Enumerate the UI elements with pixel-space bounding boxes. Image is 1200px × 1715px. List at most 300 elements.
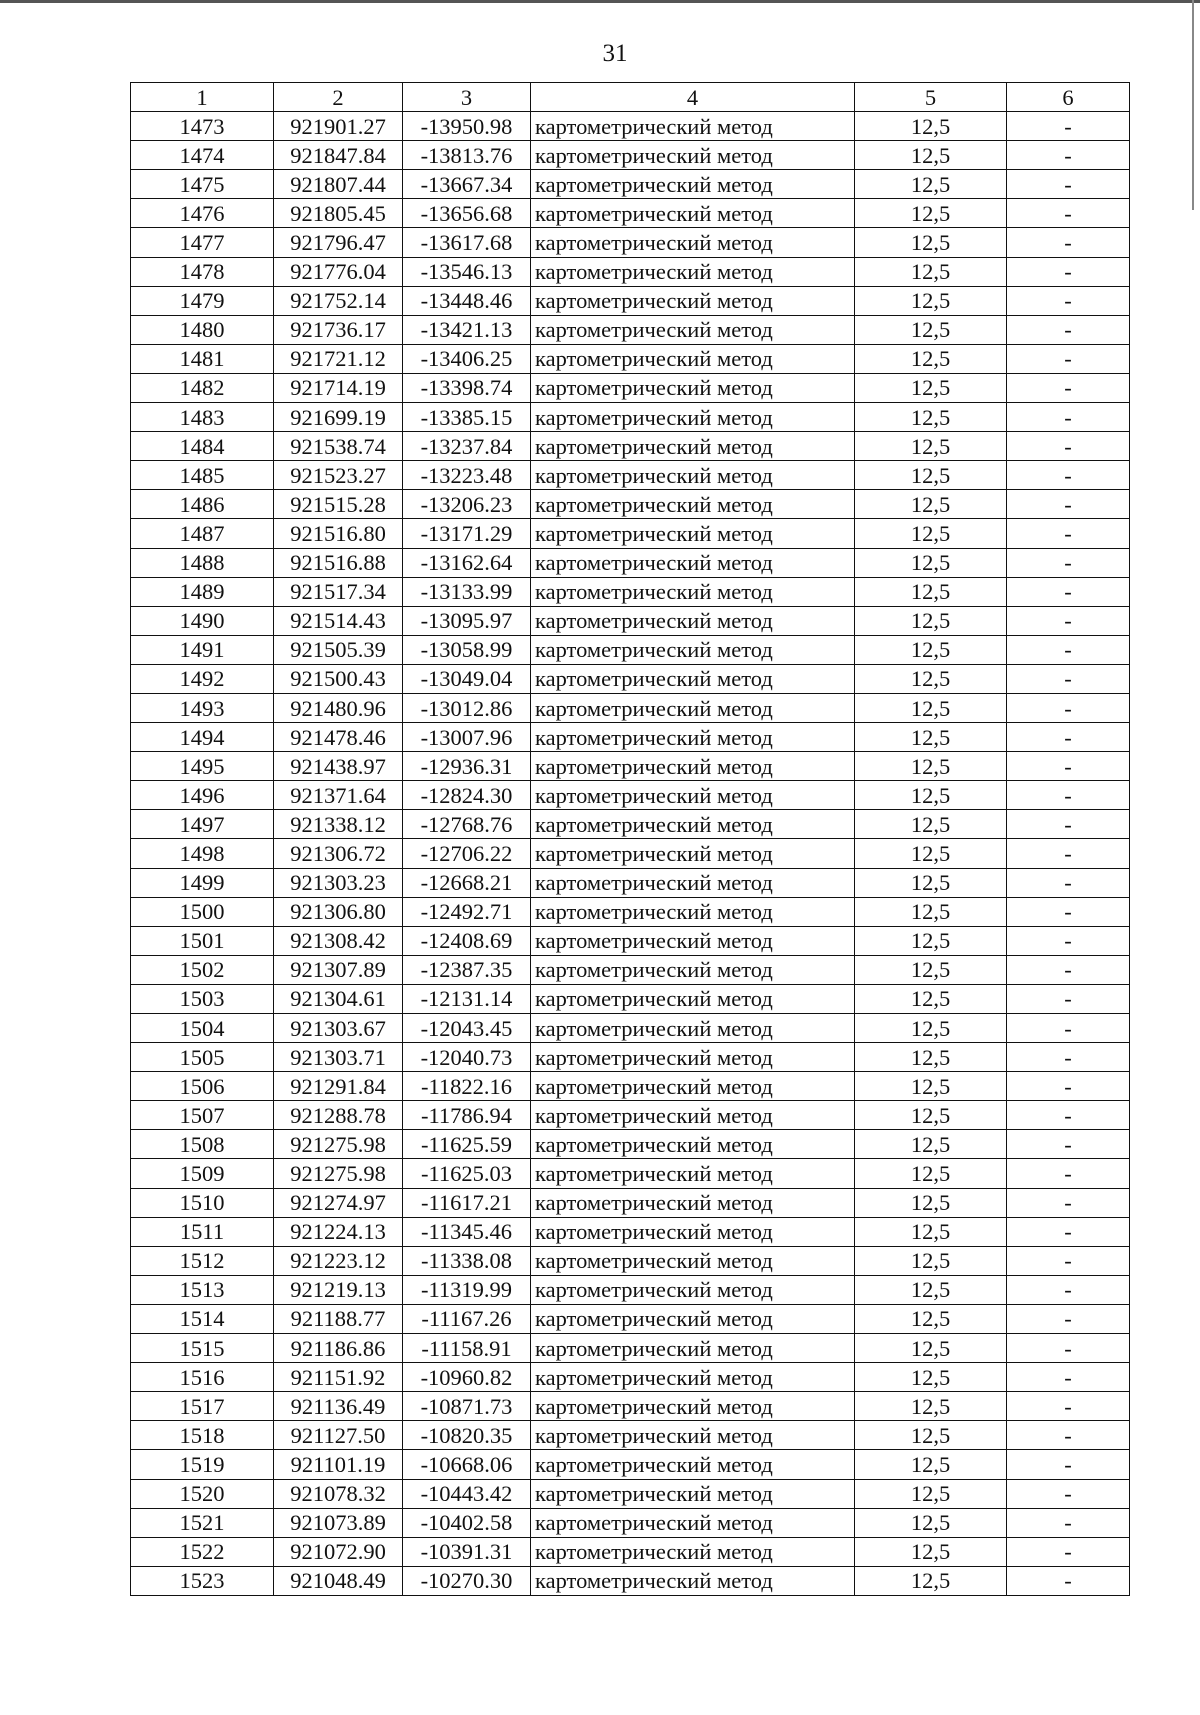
y-coordinate-cell: -10668.06 <box>403 1450 531 1479</box>
accuracy-cell: 12,5 <box>855 839 1007 868</box>
note-cell: - <box>1007 606 1130 635</box>
accuracy-cell: 12,5 <box>855 1014 1007 1043</box>
table-row <box>131 868 1130 897</box>
method-cell: картометрический метод <box>531 984 855 1013</box>
method-cell: картометрический метод <box>531 170 855 199</box>
note-cell: - <box>1007 432 1130 461</box>
method-cell: картометрический метод <box>531 606 855 635</box>
x-coordinate-cell: 921078.32 <box>274 1479 403 1508</box>
method-cell: картометрический метод <box>531 577 855 606</box>
x-coordinate-cell: 921776.04 <box>274 257 403 286</box>
note-cell: - <box>1007 1334 1130 1363</box>
point-number-cell: 1503 <box>131 984 274 1013</box>
x-coordinate-cell: 921515.28 <box>274 490 403 519</box>
y-coordinate-cell: -11617.21 <box>403 1188 531 1217</box>
x-coordinate-cell: 921275.98 <box>274 1159 403 1188</box>
method-cell: картометрический метод <box>531 403 855 432</box>
x-coordinate-cell: 921478.46 <box>274 723 403 752</box>
note-cell: - <box>1007 635 1130 664</box>
table-row <box>131 344 1130 373</box>
note-cell: - <box>1007 170 1130 199</box>
table-row <box>131 752 1130 781</box>
point-number-cell: 1508 <box>131 1130 274 1159</box>
table-row <box>131 257 1130 286</box>
table-row <box>131 839 1130 868</box>
accuracy-cell: 12,5 <box>855 1130 1007 1159</box>
note-cell: - <box>1007 344 1130 373</box>
accuracy-cell: 12,5 <box>855 315 1007 344</box>
method-cell: картометрический метод <box>531 432 855 461</box>
accuracy-cell: 12,5 <box>855 286 1007 315</box>
table-row <box>131 1450 1130 1479</box>
point-number-cell: 1481 <box>131 344 274 373</box>
accuracy-cell: 12,5 <box>855 1537 1007 1566</box>
y-coordinate-cell: -11158.91 <box>403 1334 531 1363</box>
x-coordinate-cell: 921288.78 <box>274 1101 403 1130</box>
point-number-cell: 1502 <box>131 955 274 984</box>
accuracy-cell: 12,5 <box>855 781 1007 810</box>
note-cell: - <box>1007 228 1130 257</box>
table-row <box>131 1508 1130 1537</box>
y-coordinate-cell: -13448.46 <box>403 286 531 315</box>
method-cell: картометрический метод <box>531 548 855 577</box>
point-number-cell: 1486 <box>131 490 274 519</box>
point-number-cell: 1520 <box>131 1479 274 1508</box>
note-cell: - <box>1007 548 1130 577</box>
table-row <box>131 403 1130 432</box>
note-cell: - <box>1007 1188 1130 1217</box>
point-number-cell: 1483 <box>131 403 274 432</box>
point-number-cell: 1506 <box>131 1072 274 1101</box>
note-cell: - <box>1007 1508 1130 1537</box>
point-number-cell: 1478 <box>131 257 274 286</box>
accuracy-cell: 12,5 <box>855 432 1007 461</box>
point-number-cell: 1512 <box>131 1246 274 1275</box>
note-cell: - <box>1007 373 1130 402</box>
point-number-cell: 1523 <box>131 1566 274 1595</box>
y-coordinate-cell: -13171.29 <box>403 519 531 548</box>
accuracy-cell: 12,5 <box>855 228 1007 257</box>
method-cell: картометрический метод <box>531 315 855 344</box>
method-cell: картометрический метод <box>531 635 855 664</box>
point-number-cell: 1513 <box>131 1275 274 1304</box>
x-coordinate-cell: 921796.47 <box>274 228 403 257</box>
y-coordinate-cell: -12706.22 <box>403 839 531 868</box>
x-coordinate-cell: 921186.86 <box>274 1334 403 1363</box>
y-coordinate-cell: -13012.86 <box>403 693 531 722</box>
accuracy-cell: 12,5 <box>855 955 1007 984</box>
x-coordinate-cell: 921538.74 <box>274 432 403 461</box>
table-row <box>131 490 1130 519</box>
table-row <box>131 1392 1130 1421</box>
note-cell: - <box>1007 1479 1130 1508</box>
point-number-cell: 1519 <box>131 1450 274 1479</box>
table-row <box>131 548 1130 577</box>
table-row <box>131 926 1130 955</box>
method-cell: картометрический метод <box>531 490 855 519</box>
x-coordinate-cell: 921514.43 <box>274 606 403 635</box>
x-coordinate-cell: 921500.43 <box>274 664 403 693</box>
table-row <box>131 635 1130 664</box>
x-coordinate-cell: 921304.61 <box>274 984 403 1013</box>
method-cell: картометрический метод <box>531 228 855 257</box>
x-coordinate-cell: 921306.72 <box>274 839 403 868</box>
note-cell: - <box>1007 897 1130 926</box>
note-cell: - <box>1007 752 1130 781</box>
point-number-cell: 1476 <box>131 199 274 228</box>
x-coordinate-cell: 921338.12 <box>274 810 403 839</box>
table-row <box>131 519 1130 548</box>
method-cell: картометрический метод <box>531 955 855 984</box>
accuracy-cell: 12,5 <box>855 1043 1007 1072</box>
note-cell: - <box>1007 141 1130 170</box>
x-coordinate-cell: 921073.89 <box>274 1508 403 1537</box>
x-coordinate-cell: 921752.14 <box>274 286 403 315</box>
point-number-cell: 1477 <box>131 228 274 257</box>
x-coordinate-cell: 921072.90 <box>274 1537 403 1566</box>
point-number-cell: 1492 <box>131 664 274 693</box>
table-row <box>131 606 1130 635</box>
accuracy-cell: 12,5 <box>855 1101 1007 1130</box>
table-row <box>131 373 1130 402</box>
scan-border-top <box>0 0 1200 3</box>
point-number-cell: 1499 <box>131 868 274 897</box>
table-row <box>131 1159 1130 1188</box>
accuracy-cell: 12,5 <box>855 461 1007 490</box>
accuracy-cell: 12,5 <box>855 170 1007 199</box>
y-coordinate-cell: -13617.68 <box>403 228 531 257</box>
note-cell: - <box>1007 1072 1130 1101</box>
note-cell: - <box>1007 1043 1130 1072</box>
x-coordinate-cell: 921307.89 <box>274 955 403 984</box>
accuracy-cell: 12,5 <box>855 984 1007 1013</box>
accuracy-cell: 12,5 <box>855 1392 1007 1421</box>
point-number-cell: 1521 <box>131 1508 274 1537</box>
table-row <box>131 693 1130 722</box>
accuracy-cell: 12,5 <box>855 897 1007 926</box>
coordinates-table <box>130 82 1130 1596</box>
y-coordinate-cell: -12043.45 <box>403 1014 531 1043</box>
point-number-cell: 1514 <box>131 1304 274 1333</box>
point-number-cell: 1480 <box>131 315 274 344</box>
x-coordinate-cell: 921291.84 <box>274 1072 403 1101</box>
method-cell: картометрический метод <box>531 1566 855 1595</box>
table-row <box>131 228 1130 257</box>
table-row <box>131 1363 1130 1392</box>
y-coordinate-cell: -13667.34 <box>403 170 531 199</box>
method-cell: картометрический метод <box>531 1508 855 1537</box>
x-coordinate-cell: 921303.67 <box>274 1014 403 1043</box>
column-header: 1 <box>131 83 274 112</box>
x-coordinate-cell: 921847.84 <box>274 141 403 170</box>
point-number-cell: 1515 <box>131 1334 274 1363</box>
x-coordinate-cell: 921714.19 <box>274 373 403 402</box>
accuracy-cell: 12,5 <box>855 1246 1007 1275</box>
method-cell: картометрический метод <box>531 693 855 722</box>
x-coordinate-cell: 921736.17 <box>274 315 403 344</box>
column-header: 6 <box>1007 83 1130 112</box>
method-cell: картометрический метод <box>531 199 855 228</box>
column-header: 4 <box>531 83 855 112</box>
x-coordinate-cell: 921101.19 <box>274 1450 403 1479</box>
point-number-cell: 1487 <box>131 519 274 548</box>
accuracy-cell: 12,5 <box>855 1304 1007 1333</box>
accuracy-cell: 12,5 <box>855 606 1007 635</box>
column-header: 5 <box>855 83 1007 112</box>
accuracy-cell: 12,5 <box>855 344 1007 373</box>
method-cell: картометрический метод <box>531 112 855 141</box>
table-row <box>131 199 1130 228</box>
note-cell: - <box>1007 1537 1130 1566</box>
x-coordinate-cell: 921699.19 <box>274 403 403 432</box>
y-coordinate-cell: -13223.48 <box>403 461 531 490</box>
point-number-cell: 1505 <box>131 1043 274 1072</box>
method-cell: картометрический метод <box>531 1421 855 1450</box>
table-row <box>131 781 1130 810</box>
accuracy-cell: 12,5 <box>855 868 1007 897</box>
table-row <box>131 1101 1130 1130</box>
method-cell: картометрический метод <box>531 897 855 926</box>
accuracy-cell: 12,5 <box>855 141 1007 170</box>
point-number-cell: 1485 <box>131 461 274 490</box>
accuracy-cell: 12,5 <box>855 723 1007 752</box>
y-coordinate-cell: -13656.68 <box>403 199 531 228</box>
y-coordinate-cell: -13950.98 <box>403 112 531 141</box>
accuracy-cell: 12,5 <box>855 257 1007 286</box>
table-row <box>131 461 1130 490</box>
method-cell: картометрический метод <box>531 839 855 868</box>
x-coordinate-cell: 921303.71 <box>274 1043 403 1072</box>
table-body <box>131 112 1130 1596</box>
note-cell: - <box>1007 839 1130 868</box>
x-coordinate-cell: 921219.13 <box>274 1275 403 1304</box>
note-cell: - <box>1007 868 1130 897</box>
table-row <box>131 577 1130 606</box>
point-number-cell: 1498 <box>131 839 274 868</box>
table-row <box>131 1334 1130 1363</box>
table-row <box>131 170 1130 199</box>
y-coordinate-cell: -13058.99 <box>403 635 531 664</box>
method-cell: картометрический метод <box>531 1014 855 1043</box>
note-cell: - <box>1007 1363 1130 1392</box>
method-cell: картометрический метод <box>531 1043 855 1072</box>
accuracy-cell: 12,5 <box>855 1334 1007 1363</box>
table-row <box>131 897 1130 926</box>
note-cell: - <box>1007 723 1130 752</box>
table-row <box>131 810 1130 839</box>
point-number-cell: 1495 <box>131 752 274 781</box>
x-coordinate-cell: 921308.42 <box>274 926 403 955</box>
y-coordinate-cell: -12824.30 <box>403 781 531 810</box>
note-cell: - <box>1007 1014 1130 1043</box>
y-coordinate-cell: -10443.42 <box>403 1479 531 1508</box>
scan-border-right <box>1192 0 1194 210</box>
x-coordinate-cell: 921223.12 <box>274 1246 403 1275</box>
y-coordinate-cell: -13095.97 <box>403 606 531 635</box>
note-cell: - <box>1007 984 1130 1013</box>
y-coordinate-cell: -12040.73 <box>403 1043 531 1072</box>
note-cell: - <box>1007 664 1130 693</box>
method-cell: картометрический метод <box>531 1101 855 1130</box>
table-row <box>131 955 1130 984</box>
point-number-cell: 1507 <box>131 1101 274 1130</box>
point-number-cell: 1509 <box>131 1159 274 1188</box>
point-number-cell: 1490 <box>131 606 274 635</box>
accuracy-cell: 12,5 <box>855 693 1007 722</box>
table-row <box>131 1304 1130 1333</box>
y-coordinate-cell: -10960.82 <box>403 1363 531 1392</box>
method-cell: картометрический метод <box>531 781 855 810</box>
table-row <box>131 315 1130 344</box>
y-coordinate-cell: -13206.23 <box>403 490 531 519</box>
note-cell: - <box>1007 1566 1130 1595</box>
accuracy-cell: 12,5 <box>855 1421 1007 1450</box>
x-coordinate-cell: 921048.49 <box>274 1566 403 1595</box>
table-row <box>131 286 1130 315</box>
accuracy-cell: 12,5 <box>855 112 1007 141</box>
y-coordinate-cell: -10820.35 <box>403 1421 531 1450</box>
point-number-cell: 1504 <box>131 1014 274 1043</box>
method-cell: картометрический метод <box>531 1188 855 1217</box>
page-number: 31 <box>602 40 628 67</box>
column-header: 2 <box>274 83 403 112</box>
x-coordinate-cell: 921505.39 <box>274 635 403 664</box>
point-number-cell: 1488 <box>131 548 274 577</box>
x-coordinate-cell: 921151.92 <box>274 1363 403 1392</box>
note-cell: - <box>1007 1275 1130 1304</box>
note-cell: - <box>1007 286 1130 315</box>
point-number-cell: 1516 <box>131 1363 274 1392</box>
table-row <box>131 1537 1130 1566</box>
accuracy-cell: 12,5 <box>855 373 1007 402</box>
y-coordinate-cell: -11319.99 <box>403 1275 531 1304</box>
y-coordinate-cell: -12768.76 <box>403 810 531 839</box>
method-cell: картометрический метод <box>531 286 855 315</box>
table-row <box>131 1014 1130 1043</box>
y-coordinate-cell: -11625.03 <box>403 1159 531 1188</box>
x-coordinate-cell: 921480.96 <box>274 693 403 722</box>
point-number-cell: 1518 <box>131 1421 274 1450</box>
y-coordinate-cell: -12408.69 <box>403 926 531 955</box>
note-cell: - <box>1007 1421 1130 1450</box>
method-cell: картометрический метод <box>531 141 855 170</box>
y-coordinate-cell: -13546.13 <box>403 257 531 286</box>
point-number-cell: 1522 <box>131 1537 274 1566</box>
method-cell: картометрический метод <box>531 344 855 373</box>
method-cell: картометрический метод <box>531 461 855 490</box>
table-row <box>131 1043 1130 1072</box>
y-coordinate-cell: -13385.15 <box>403 403 531 432</box>
point-number-cell: 1497 <box>131 810 274 839</box>
accuracy-cell: 12,5 <box>855 1188 1007 1217</box>
accuracy-cell: 12,5 <box>855 577 1007 606</box>
accuracy-cell: 12,5 <box>855 664 1007 693</box>
note-cell: - <box>1007 257 1130 286</box>
y-coordinate-cell: -11625.59 <box>403 1130 531 1159</box>
method-cell: картометрический метод <box>531 1275 855 1304</box>
point-number-cell: 1494 <box>131 723 274 752</box>
point-number-cell: 1517 <box>131 1392 274 1421</box>
note-cell: - <box>1007 1101 1130 1130</box>
method-cell: картометрический метод <box>531 519 855 548</box>
y-coordinate-cell: -13237.84 <box>403 432 531 461</box>
x-coordinate-cell: 921275.98 <box>274 1130 403 1159</box>
method-cell: картометрический метод <box>531 1072 855 1101</box>
table-row <box>131 1217 1130 1246</box>
x-coordinate-cell: 921516.80 <box>274 519 403 548</box>
y-coordinate-cell: -10402.58 <box>403 1508 531 1537</box>
method-cell: картометрический метод <box>531 1392 855 1421</box>
x-coordinate-cell: 921127.50 <box>274 1421 403 1450</box>
note-cell: - <box>1007 461 1130 490</box>
table-row <box>131 1275 1130 1304</box>
accuracy-cell: 12,5 <box>855 1566 1007 1595</box>
point-number-cell: 1482 <box>131 373 274 402</box>
table-row <box>131 1072 1130 1101</box>
accuracy-cell: 12,5 <box>855 199 1007 228</box>
x-coordinate-cell: 921517.34 <box>274 577 403 606</box>
method-cell: картометрический метод <box>531 664 855 693</box>
y-coordinate-cell: -13406.25 <box>403 344 531 373</box>
accuracy-cell: 12,5 <box>855 926 1007 955</box>
y-coordinate-cell: -13049.04 <box>403 664 531 693</box>
column-header: 3 <box>403 83 531 112</box>
note-cell: - <box>1007 519 1130 548</box>
table-row <box>131 1479 1130 1508</box>
y-coordinate-cell: -12131.14 <box>403 984 531 1013</box>
point-number-cell: 1489 <box>131 577 274 606</box>
note-cell: - <box>1007 1159 1130 1188</box>
note-cell: - <box>1007 955 1130 984</box>
method-cell: картометрический метод <box>531 1217 855 1246</box>
y-coordinate-cell: -12668.21 <box>403 868 531 897</box>
point-number-cell: 1475 <box>131 170 274 199</box>
y-coordinate-cell: -13162.64 <box>403 548 531 577</box>
point-number-cell: 1496 <box>131 781 274 810</box>
x-coordinate-cell: 921224.13 <box>274 1217 403 1246</box>
method-cell: картометрический метод <box>531 1130 855 1159</box>
table-row <box>131 984 1130 1013</box>
method-cell: картометрический метод <box>531 1537 855 1566</box>
accuracy-cell: 12,5 <box>855 403 1007 432</box>
point-number-cell: 1501 <box>131 926 274 955</box>
accuracy-cell: 12,5 <box>855 1508 1007 1537</box>
method-cell: картометрический метод <box>531 723 855 752</box>
point-number-cell: 1511 <box>131 1217 274 1246</box>
table-row <box>131 1246 1130 1275</box>
accuracy-cell: 12,5 <box>855 752 1007 781</box>
accuracy-cell: 12,5 <box>855 1450 1007 1479</box>
y-coordinate-cell: -12387.35 <box>403 955 531 984</box>
x-coordinate-cell: 921438.97 <box>274 752 403 781</box>
table-row <box>131 112 1130 141</box>
note-cell: - <box>1007 403 1130 432</box>
y-coordinate-cell: -11822.16 <box>403 1072 531 1101</box>
x-coordinate-cell: 921371.64 <box>274 781 403 810</box>
note-cell: - <box>1007 926 1130 955</box>
method-cell: картометрический метод <box>531 1479 855 1508</box>
y-coordinate-cell: -11786.94 <box>403 1101 531 1130</box>
y-coordinate-cell: -13398.74 <box>403 373 531 402</box>
method-cell: картометрический метод <box>531 1246 855 1275</box>
method-cell: картометрический метод <box>531 1304 855 1333</box>
point-number-cell: 1491 <box>131 635 274 664</box>
note-cell: - <box>1007 315 1130 344</box>
x-coordinate-cell: 921188.77 <box>274 1304 403 1333</box>
accuracy-cell: 12,5 <box>855 1217 1007 1246</box>
method-cell: картометрический метод <box>531 752 855 781</box>
method-cell: картометрический метод <box>531 257 855 286</box>
